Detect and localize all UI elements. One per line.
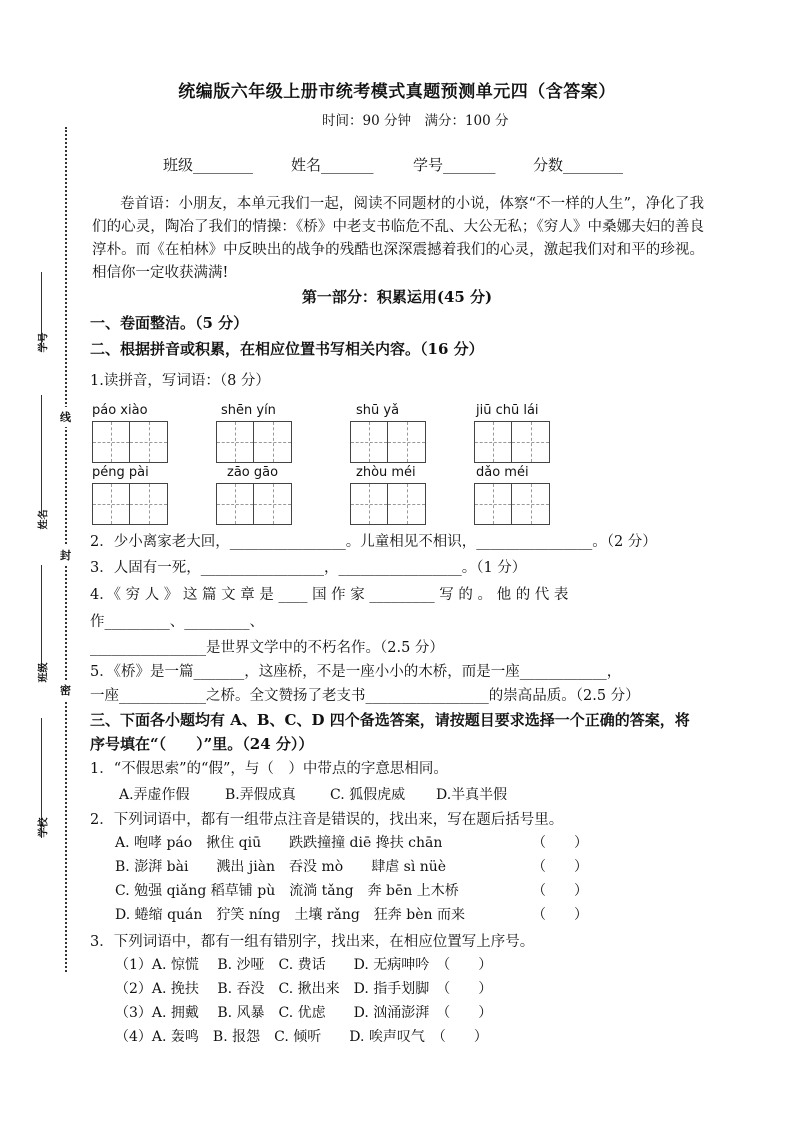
answer-paren[interactable]: （ ） [532, 835, 588, 851]
pinyin-label: shēn yín [221, 403, 276, 418]
score-field[interactable]: 分数________ [533, 156, 624, 174]
mc3-item-4: （4）A. 轰鸣 B. 报怨 C. 倾听 D. 唉声叹气 （ ） [115, 1029, 488, 1045]
writing-grid[interactable] [92, 483, 168, 525]
margin-label-name: 姓名 [38, 509, 50, 530]
student-id-field[interactable]: 学号_______ [413, 156, 496, 174]
pinyin-label: dǎo méi [476, 465, 529, 480]
answer-paren[interactable]: （ ） [532, 907, 588, 923]
writing-grid[interactable] [350, 421, 426, 463]
question-5-line-1: 5．《桥》是一篇_______，这座桥，不是一座小小的木桥，而是一座____________， [90, 664, 622, 680]
writing-grid[interactable] [216, 483, 292, 525]
pinyin-label: jiū chū lái [476, 403, 539, 418]
question-4-line-3: ________________是世界文学中的不朽名作。（2.5 分） [90, 640, 444, 656]
mc2-option-a: A. 咆哮 páo 揪住 qiū 跌跌撞撞 diē 搀扶 chān [115, 835, 443, 851]
mc2-option-d: D. 蜷缩 quán 狞笑 níng 土壤 rǎng 狂奔 bèn 而来 [115, 907, 465, 923]
mc1-option-c[interactable]: C. 狐假虎威 [330, 787, 406, 803]
mc-question-3: 3．下列词语中，都有一组有错别字，找出来，在相应位置写上序号。 [90, 934, 535, 950]
seal-mark-mi: 密 [60, 680, 71, 700]
margin-label-class: 班级 [38, 662, 50, 683]
mc-question-1: 1．“不假思索”的“假”，与（ ）中带点的字意思相同。 [90, 761, 448, 777]
margin-line-name [41, 395, 42, 515]
mc1-option-b[interactable]: B.弄假成真 [225, 787, 296, 803]
question-4-line-2: 作_________、_________、 [90, 614, 264, 630]
mc3-item-3: （3）A. 拥戴 B. 风暴 C. 优虑 D. 汹涌澎湃 （ ） [115, 1005, 493, 1021]
section-2-heading: 二、根据拼音或积累，在相应位置书写相关内容。（16 分） [90, 340, 484, 358]
class-field[interactable]: 班级________ [163, 156, 254, 174]
question-2: 2．少小离家老大回，________________。儿童相见不相识，________________。（2 分） [90, 534, 657, 550]
pinyin-label: páo xiào [92, 403, 148, 418]
section-3-heading-line-1: 三、下面各小题均有 A、B、C、D 四个备选答案，请按题目要求选择一个正确的答案，将 [90, 711, 690, 729]
mc1-option-d[interactable]: D.半真半假 [436, 787, 508, 803]
pinyin-label: shū yǎ [356, 403, 400, 418]
pinyin-label: péng pài [92, 465, 149, 480]
writing-grid[interactable] [474, 483, 550, 525]
mc1-option-a[interactable]: A.弄虚作假 [119, 787, 190, 803]
name-field[interactable]: 姓名_______ [291, 156, 374, 174]
part-title: 第一部分：积累运用(45 分) [301, 288, 493, 306]
writing-grid[interactable] [92, 421, 168, 463]
question-4-line-1: 4．《 穷 人 》 这 篇 文 章 是 ____ 国 作 家 _________ 写 的 。 他 的 代 表 [90, 587, 569, 603]
question-5-line-2: 一座____________之桥。全文赞扬了老支书_________________的崇高品质。（2.5 分） [90, 688, 640, 704]
exam-time-score: 时间：90 分钟 满分：100 分 [322, 113, 509, 129]
mc3-item-2: （2）A. 挽扶 B. 吞没 C. 揪出来 D. 指手划脚 （ ） [115, 981, 493, 997]
writing-grid[interactable] [350, 483, 426, 525]
answer-paren[interactable]: （ ） [532, 859, 588, 875]
question-1: 1.读拼音，写词语：（8 分） [90, 373, 270, 389]
margin-label-school: 学校 [38, 817, 50, 838]
margin-label-student-id: 学号 [38, 332, 50, 353]
intro-paragraph [92, 193, 704, 285]
mc-question-2: 2．下列词语中，都有一组带点注音是错误的，找出来，写在题后括号里。 [90, 812, 564, 828]
seal-mark-feng: 封 [60, 545, 71, 565]
intro-text: 卷首语：小朋友，本单元我们一起，阅读不同题材的小说，体察“不一样的人生”，净化了我们的心灵，陶冶了我们的情操：《桥》中老支书临危不乱、大公无私；《穷人》中桑娜夫妇的善良淳朴。而《在柏林》中反映出的战争的残酷也深深震撼着我们的心灵，激起我们对和平的珍视。相信你一定收获满满! [92, 196, 704, 281]
answer-paren[interactable]: （ ） [532, 883, 588, 899]
mc2-option-c: C. 勉强 qiǎng 稻草铺 pù 流淌 tǎng 奔 bēn 上木桥 [115, 883, 459, 899]
pinyin-label: zhòu méi [356, 465, 416, 480]
section-3-heading-line-2: 序号填在“（ ）”里。（24 分）） [90, 735, 314, 753]
writing-grid[interactable] [474, 421, 550, 463]
seal-mark-xian: 线 [60, 407, 71, 427]
mc3-item-1: （1）A. 惊慌 B. 沙哑 C. 费话 D. 无病呻吟 （ ） [115, 957, 493, 973]
page-title: 统编版六年级上册市统考模式真题预测单元四（含答案） [178, 82, 616, 102]
mc2-option-b: B. 澎湃 bài 溅出 jiàn 吞没 mò 肆虐 sì nüè [115, 859, 447, 875]
question-3: 3．人固有一死，_________________，_________________。（1 分） [90, 560, 527, 576]
margin-line-class [41, 565, 42, 670]
section-1-heading: 一、卷面整洁。（5 分） [90, 314, 249, 332]
writing-grid[interactable] [216, 421, 292, 463]
pinyin-label: zāo gāo [227, 465, 279, 480]
